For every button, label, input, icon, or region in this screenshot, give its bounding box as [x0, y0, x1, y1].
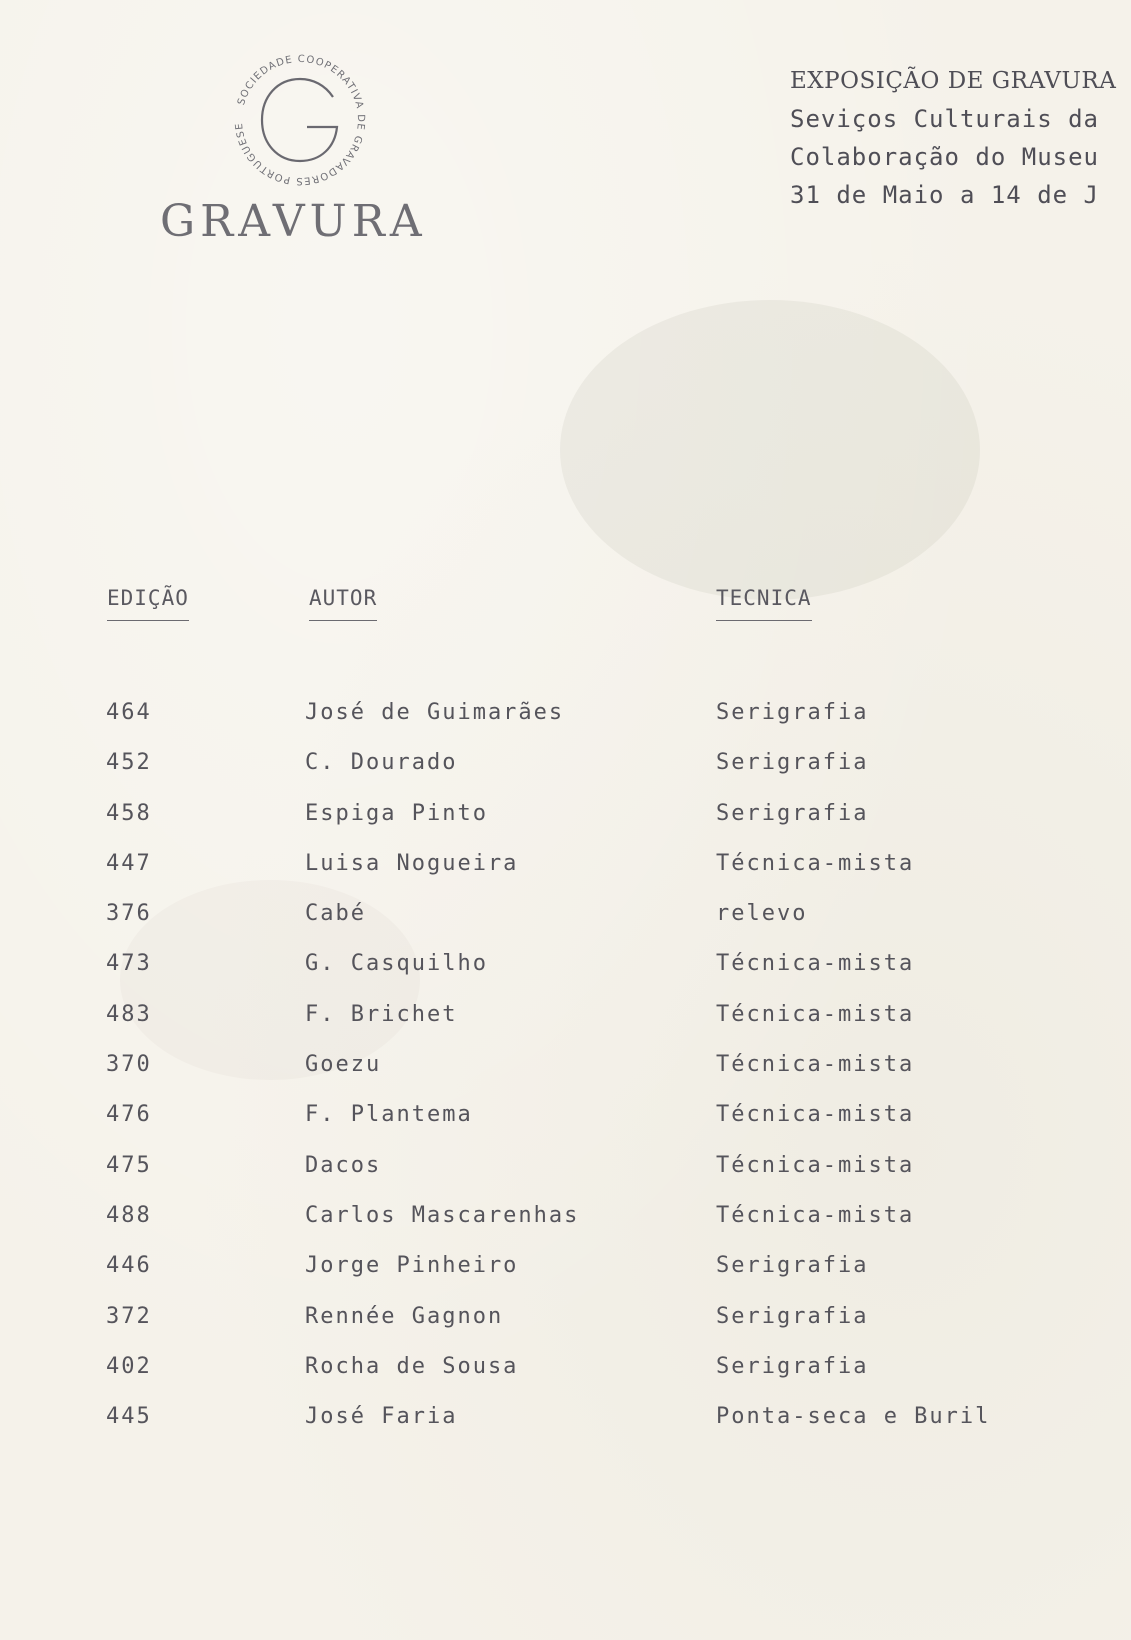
gravura-logo [225, 45, 375, 195]
header-line-services: Seviços Culturais da [790, 105, 1099, 133]
works-table [0, 700, 1131, 1454]
table-row [0, 951, 1131, 1001]
autor-cell: Carlos Mascarenhas [305, 1202, 580, 1228]
column-header-tecnica-label: TECNICA [716, 586, 812, 610]
logo-letter: G [299, 125, 301, 126]
autor-cell: José de Guimarães [305, 700, 565, 725]
edicao-cell: 452 [106, 750, 152, 776]
tecnica-cell: Técnica-mista [716, 1001, 915, 1027]
column-header-autor-label: AUTOR [309, 586, 378, 610]
autor-cell: José Faria [305, 1404, 458, 1430]
tecnica-cell: Serigrafia [716, 700, 869, 725]
column-underline [309, 620, 377, 621]
table-row [0, 1002, 1131, 1052]
column-header-edicao-label: EDIÇÃO [107, 586, 189, 610]
edicao-cell: 488 [106, 1202, 152, 1228]
logo-ring-text: SOCIEDADE COOPERATIVA DE GRAVADORES PORTUGUESE [233, 53, 367, 187]
column-header-edicao [107, 586, 189, 621]
tecnica-cell: Serigrafia [716, 800, 869, 826]
column-header-tecnica [716, 586, 812, 621]
autor-cell: Jorge Pinheiro [305, 1253, 519, 1279]
tecnica-cell: Técnica-mista [716, 1202, 915, 1228]
edicao-cell: 447 [106, 850, 152, 876]
edicao-cell: 473 [106, 951, 152, 977]
logo-wordmark: GRAVURA [160, 196, 427, 247]
edicao-cell: 483 [106, 1001, 152, 1027]
edicao-cell: 446 [106, 1253, 152, 1279]
edicao-cell: 475 [106, 1152, 152, 1178]
table-row [0, 700, 1131, 750]
edicao-cell: 402 [106, 1353, 152, 1379]
autor-cell: C. Dourado [305, 750, 458, 776]
tecnica-cell: Técnica-mista [716, 1052, 915, 1078]
tecnica-cell: Serigrafia [716, 750, 869, 776]
autor-cell: Espiga Pinto [305, 800, 488, 826]
exhibition-header [790, 62, 1131, 214]
tecnica-cell: Técnica-mista [716, 1152, 915, 1178]
table-row [0, 1153, 1131, 1203]
autor-cell: Luisa Nogueira [305, 850, 519, 876]
autor-cell: Goezu [305, 1052, 382, 1078]
edicao-cell: 464 [106, 700, 152, 725]
table-row [0, 1304, 1131, 1354]
autor-cell: F. Brichet [305, 1001, 458, 1027]
table-row [0, 1253, 1131, 1303]
autor-cell: G. Casquilho [305, 951, 488, 977]
autor-cell: Rennée Gagnon [305, 1303, 504, 1329]
autor-cell: Dacos [305, 1152, 382, 1178]
gravura-seal-icon [225, 45, 375, 195]
tecnica-cell: Serigrafia [716, 1253, 869, 1279]
column-underline [716, 620, 812, 621]
table-row [0, 1102, 1131, 1152]
autor-cell: F. Plantema [305, 1102, 473, 1128]
header-line-collaboration: Colaboração do Museu [790, 143, 1099, 171]
svg-text:SOCIEDADE COOPERATIVA DE GRAVA [225, 45, 366, 186]
header-line-title: EXPOSIÇÃO DE GRAVURA [790, 68, 1117, 94]
edicao-cell: 372 [106, 1303, 152, 1329]
tecnica-cell: Técnica-mista [716, 951, 915, 977]
table-row [0, 1404, 1131, 1454]
table-row [0, 750, 1131, 800]
column-header-autor [309, 586, 377, 621]
table-row [0, 851, 1131, 901]
table-row [0, 1052, 1131, 1102]
table-row [0, 1354, 1131, 1404]
edicao-cell: 376 [106, 901, 152, 927]
tecnica-cell: Técnica-mista [716, 1102, 915, 1128]
edicao-cell: 476 [106, 1102, 152, 1128]
tecnica-cell: Técnica-mista [716, 850, 915, 876]
column-underline [107, 620, 189, 621]
tecnica-cell: Serigrafia [716, 1303, 869, 1329]
table-row [0, 1203, 1131, 1253]
tecnica-cell: relevo [716, 901, 808, 927]
header-line-dates: 31 de Maio a 14 de J [790, 181, 1099, 209]
table-row [0, 901, 1131, 951]
edicao-cell: 370 [106, 1052, 152, 1078]
tecnica-cell: Ponta-seca e Buril [716, 1404, 991, 1430]
paper-stain [560, 300, 980, 600]
edicao-cell: 458 [106, 800, 152, 826]
table-row [0, 801, 1131, 851]
autor-cell: Rocha de Sousa [305, 1353, 519, 1379]
edicao-cell: 445 [106, 1404, 152, 1430]
autor-cell: Cabé [305, 901, 366, 927]
tecnica-cell: Serigrafia [716, 1353, 869, 1379]
